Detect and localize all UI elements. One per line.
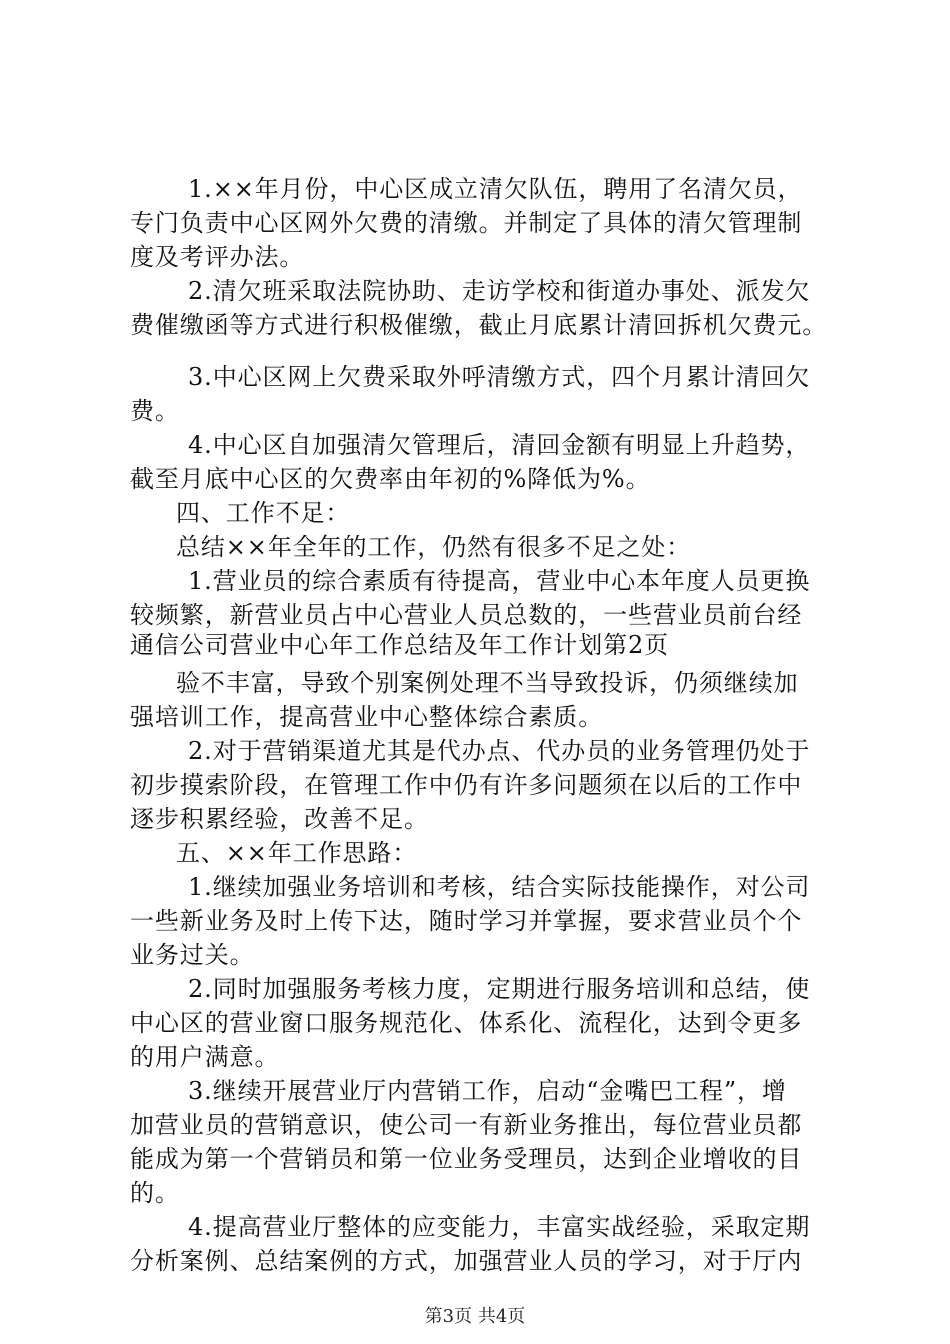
section-heading: 五、××年工作思路：: [176, 839, 418, 867]
section-heading: 四、工作不足：: [176, 499, 351, 527]
paragraph-line: 1.××年月份，中心区成立清欠队伍，聘用了名清欠员，: [188, 175, 803, 203]
paragraph-line: 2.清欠班采取法院协助、走访学校和街道办事处、派发欠: [188, 277, 811, 305]
paragraph-line: 总结××年全年的工作，仍然有很多不足之处：: [176, 533, 692, 561]
paragraph-line: 加营业员的营销意识，使公司一有新业务推出，每位营业员都: [130, 1111, 803, 1139]
paragraph-line: 验不丰富，导致个别案例处理不当导致投诉，仍须继续加: [176, 669, 799, 697]
paragraph-line: 3.继续开展营业厅内营销工作，启动“金嘴巴工程”，增: [188, 1077, 787, 1105]
paragraph-line: 2.同时加强服务考核力度，定期进行服务培训和总结，使: [188, 975, 811, 1003]
paragraph-line: 分析案例、总结案例的方式，加强营业人员的学习，对于厅内: [130, 1247, 803, 1275]
paragraph-line: 度及考评办法。: [130, 243, 305, 271]
paragraph-line: 业务过关。: [130, 941, 255, 969]
paragraph-line: 专门负责中心区网外欠费的清缴。并制定了具体的清欠管理制: [130, 209, 803, 237]
paragraph-line: 2.对于营销渠道尤其是代办点、代办员的业务管理仍处于: [188, 737, 811, 765]
paragraph-line: 强培训工作，提高营业中心整体综合素质。: [130, 703, 604, 731]
paragraph-line: 的用户满意。: [130, 1043, 280, 1071]
paragraph-line: 费。: [130, 397, 180, 425]
paragraph-line: 中心区的营业窗口服务规范化、体系化、流程化，达到令更多: [130, 1009, 803, 1037]
paragraph-line: 费催缴函等方式进行积极催缴，截止月底累计清回拆机欠费元。: [130, 311, 828, 339]
paragraph-line: 逐步积累经验，改善不足。: [130, 805, 429, 833]
running-header-line: 通信公司营业中心年工作总结及年工作计划第2页: [130, 631, 670, 659]
paragraph-line: 1.营业员的综合素质有待提高，营业中心本年度人员更换: [188, 567, 811, 595]
paragraph-line: 截至月底中心区的欠费率由年初的%降低为%。: [130, 465, 651, 493]
paragraph-line: 能成为第一个营销员和第一位业务受理员，达到企业增收的目: [130, 1145, 803, 1173]
paragraph-line: 的。: [130, 1179, 180, 1207]
paragraph-line: 一些新业务及时上传下达，随时学习并掌握，要求营业员个个: [130, 907, 803, 935]
page-number-footer: 第3页 共4页: [424, 1306, 526, 1327]
paragraph-line: 4.提高营业厅整体的应变能力，丰富实战经验，采取定期: [188, 1213, 811, 1241]
paragraph-line: 1.继续加强业务培训和考核，结合实际技能操作，对公司: [188, 873, 811, 901]
paragraph-line: 3.中心区网上欠费采取外呼清缴方式，四个月累计清回欠: [188, 363, 811, 391]
paragraph-line: 较频繁，新营业员占中心营业人员总数的，一些营业员前台经: [130, 601, 803, 629]
paragraph-line: 4.中心区自加强清欠管理后，清回金额有明显上升趋势，: [188, 431, 811, 459]
paragraph-line: 初步摸索阶段，在管理工作中仍有许多问题须在以后的工作中: [130, 771, 803, 799]
